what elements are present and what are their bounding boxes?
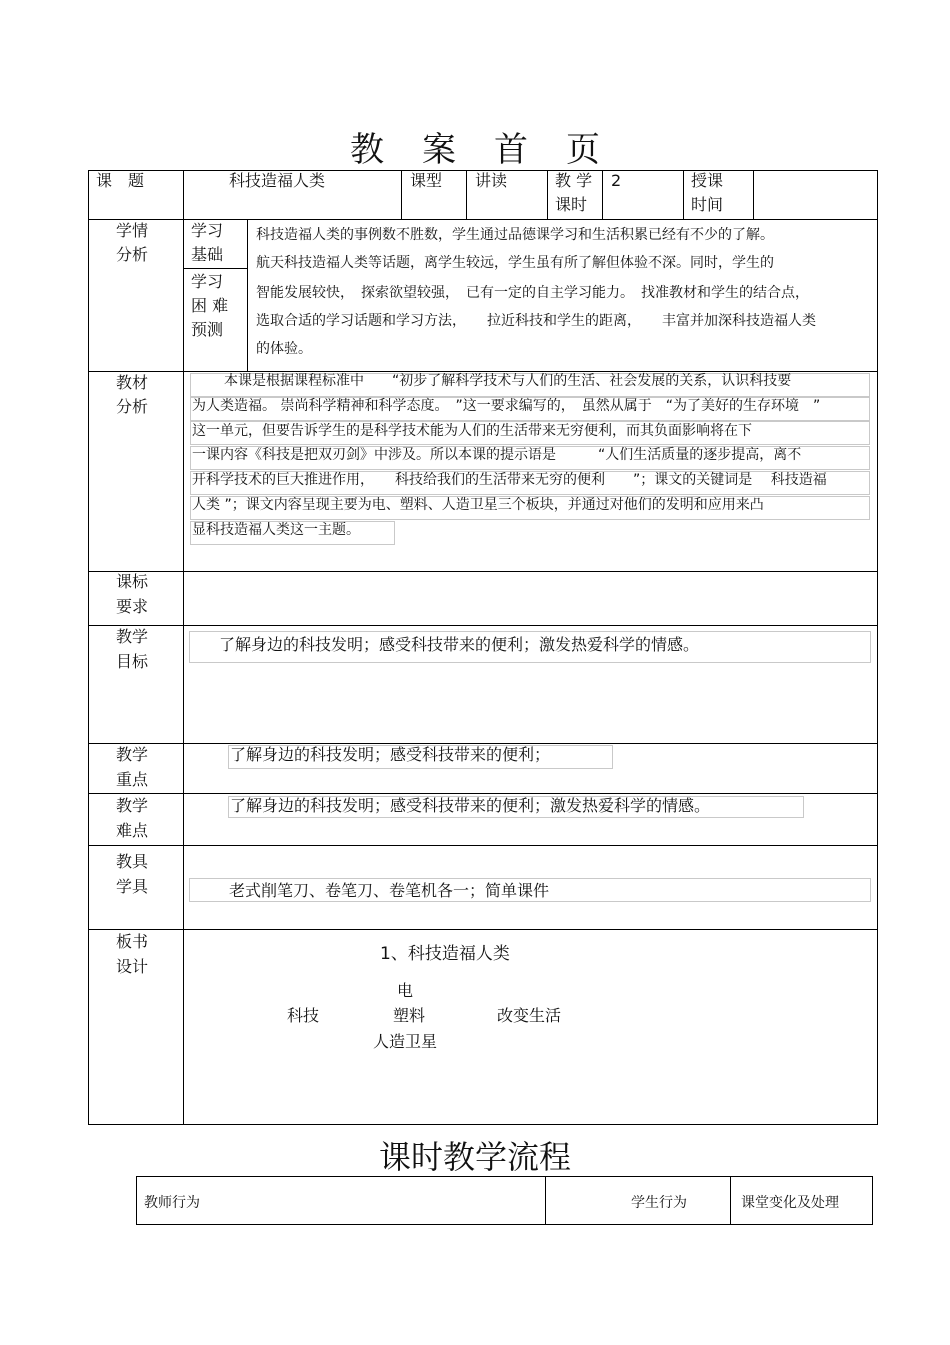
flow-header-teacher: 教师行为 (144, 1195, 200, 1211)
hours-value: 2 (611, 171, 622, 190)
basis-label-1: 学习 (191, 221, 224, 240)
type-label: 课型 (410, 171, 443, 190)
standard-label-2: 要求 (116, 597, 149, 616)
hard-label-2: 难点 (116, 821, 149, 840)
difficulty-label-2: 困 难 (191, 296, 229, 315)
flow-title: 课时教学流程 (378, 1138, 571, 1176)
basis-label-2: 基础 (191, 245, 224, 264)
topic-value: 科技造福人类 (229, 171, 326, 190)
difficulty-label-3: 预测 (191, 320, 224, 339)
student-line: 智能发展较快， 探索欲望较强， 已有一定的自主学习能力。 找准教材和学生的结合点， (256, 285, 809, 301)
time-label-1: 授课 (691, 171, 724, 190)
textbook-line: 开科学技术的巨大推进作用， 科技给我们的生活带来无穷的便利 ”；课文的关键词是 科技造福 (192, 472, 827, 488)
standard-label-1: 课标 (116, 572, 149, 591)
student-label-2: 分析 (116, 245, 149, 264)
page-title: 教 案 首 页 (350, 130, 600, 170)
textbook-line: 人类 ”；课文内容呈现主要为电、塑料、人造卫星三个板块，并通过对他们的发明和应用来凸 (192, 497, 764, 513)
board-label-2: 设计 (116, 957, 149, 976)
student-line: 航天科技造福人类等话题，离学生较远，学生虽有所了解但体验不深。同时，学生的 (256, 255, 774, 271)
difficulty-label-1: 学习 (191, 272, 224, 291)
hard-text: 了解身边的科技发明；感受科技带来的便利；激发热爱科学的情感。 (230, 796, 711, 815)
key-text: 了解身边的科技发明；感受科技带来的便利； (230, 745, 551, 764)
goal-text: 了解身边的科技发明；感受科技带来的便利；激发热爱科学的情感。 (219, 635, 700, 654)
textbook-label-1: 教材 (116, 373, 149, 392)
textbook-label-2: 分析 (116, 397, 149, 416)
topic-label: 课 题 (96, 171, 145, 190)
hours-label-2: 课时 (555, 195, 588, 214)
tools-text: 老式削笔刀、卷笔刀、卷笔机各一；简单课件 (229, 881, 550, 900)
board-item-satellite: 人造卫星 (373, 1032, 438, 1051)
textbook-line: 一课内容《科技是把双刃剑》中涉及。所以本课的提示语是 “人们生活质量的逐步提高，离不 (192, 447, 802, 463)
board-item-tech: 科技 (287, 1006, 320, 1025)
student-label-1: 学情 (116, 221, 149, 240)
student-line: 选取合适的学习话题和学习方法， 拉近科技和学生的距离， 丰富并加深科技造福人类 (256, 313, 816, 329)
textbook-line: 为人类造福。 崇尚科学精神和科学态度。 ”这一要求编写的， 虽然从属于 “为了美好的生存环境 ” (192, 398, 821, 414)
board-label-1: 板书 (116, 932, 149, 951)
goal-label-2: 目标 (116, 652, 149, 671)
time-label-2: 时间 (691, 195, 724, 214)
key-label-1: 教学 (116, 745, 149, 764)
hours-label-1: 教 学 (555, 171, 593, 190)
board-item-plastic: 塑料 (393, 1006, 426, 1025)
flow-header-student: 学生行为 (631, 1195, 687, 1211)
textbook-line: 本课是根据课程标准中 “初步了解科学技术与人们的生活、社会发展的关系，认识科技要 (224, 373, 792, 389)
goal-label-1: 教学 (116, 627, 149, 646)
hard-label-1: 教学 (116, 796, 149, 815)
board-item-change: 改变生活 (497, 1006, 562, 1025)
flow-header-changes: 课堂变化及处理 (741, 1195, 839, 1211)
type-value: 讲读 (475, 171, 508, 190)
tools-label-2: 学具 (116, 877, 149, 896)
tools-label-1: 教具 (116, 852, 149, 871)
student-line: 的体验。 (256, 341, 312, 357)
board-item-electricity: 电 (397, 981, 414, 1000)
key-label-2: 重点 (116, 770, 149, 789)
textbook-line: 这一单元，但要告诉学生的是科学技术能为人们的生活带来无穷便利，而其负面影响将在下 (192, 423, 752, 439)
board-heading: 1、科技造福人类 (380, 944, 510, 964)
textbook-line: 显科技造福人类这一主题。 (192, 522, 360, 538)
student-line: 科技造福人类的事例数不胜数，学生通过品德课学习和生活积累已经有不少的了解。 (256, 227, 774, 243)
